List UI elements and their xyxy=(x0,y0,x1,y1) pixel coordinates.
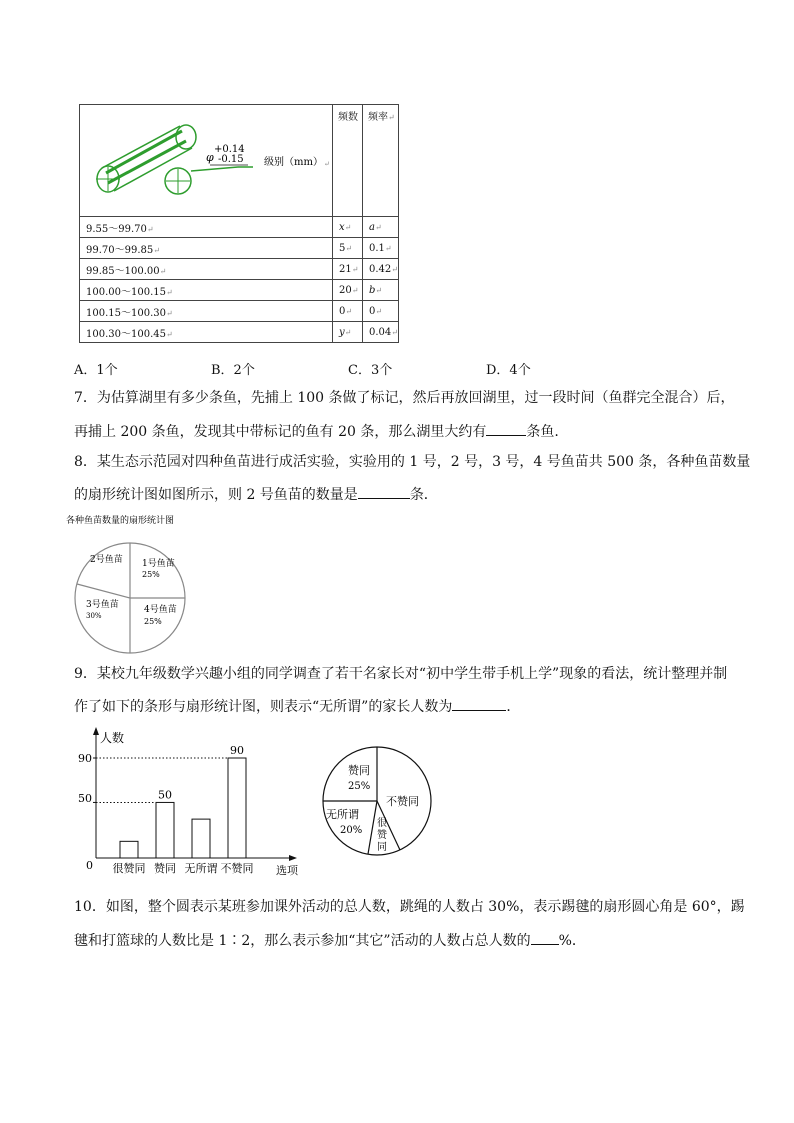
x-axis-arrow xyxy=(289,855,297,861)
frequency-table xyxy=(79,104,399,343)
pie2-pct-indifferent: 20% xyxy=(340,825,363,836)
pie1-label-4: 4号鱼苗 xyxy=(144,605,177,615)
header-cell-freq: 频率↵ xyxy=(363,105,399,217)
table-header-row xyxy=(80,105,399,217)
pie1-title: 各种鱼苗数量的扇形统计图 xyxy=(66,516,175,526)
table-row: 9.55～99.70↵ x↵ a↵ xyxy=(80,217,399,238)
return-mark: ↵ xyxy=(324,160,330,168)
table-row: 100.15～100.30↵ 0↵ 0↵ xyxy=(80,301,399,322)
y-tick-50: 50 xyxy=(78,792,92,805)
pie1-label-1: 1号鱼苗 xyxy=(142,559,175,569)
q7-line2: 再捕上 200 条鱼，发现其中带标记的鱼有 20 条，那么湖里大约有 条鱼. xyxy=(74,424,559,440)
q10-line2: 毽和打篮球的人数比是 1∶2，那么表示参加“其它”活动的人数占总人数的 %． xyxy=(74,933,586,949)
y-tick-0: 0 xyxy=(86,859,93,872)
option-a: A．1个 xyxy=(74,363,118,378)
x-tick-label: 很赞同 xyxy=(112,862,146,875)
q9-line2: 作了如下的条形与扇形统计图，则表示“无所谓”的家长人数为 ． xyxy=(74,699,521,715)
pie2-label-disagree: 不赞同 xyxy=(386,795,419,808)
pie2-label-agree: 赞同 xyxy=(348,764,370,777)
q10-line1: 10．如图，整个圆表示某班参加课外活动的总人数，跳绳的人数占 30%，表示踢毽的扇形圆心角是 60°，踢 xyxy=(74,899,745,915)
option-d: D．4个 xyxy=(486,363,531,378)
tolerance-upper: +0.14 xyxy=(214,144,245,155)
q8-line1: 8．某生态示范园对四种鱼苗进行成活实验，实验用的 1 号，2 号，3 号，4 号鱼苗共 500 条，各种鱼苗数量 xyxy=(74,454,751,470)
level-label: 级别（mm） xyxy=(264,157,323,168)
option-c: C．3个 xyxy=(348,363,393,378)
bar-2 xyxy=(156,802,174,858)
bar-value-label: 90 xyxy=(230,744,244,757)
tolerance-lower: -0.15 xyxy=(218,154,244,165)
x-tick-label: 赞同 xyxy=(154,862,176,875)
y-tick-90: 90 xyxy=(78,752,92,765)
option-b: B．2个 xyxy=(211,363,255,378)
x-tick-label: 无所谓 xyxy=(184,862,218,875)
q7-answer-blank[interactable] xyxy=(486,423,526,436)
pie1-pct-3: 30% xyxy=(86,612,102,620)
bar-value-label: 50 xyxy=(158,788,172,802)
table-row: 99.70～99.85↵ 5↵ 0.1↵ xyxy=(80,238,399,259)
q9-answer-blank[interactable] xyxy=(452,698,506,711)
bar-1 xyxy=(120,841,138,858)
table-row: 99.85～100.00↵ 21↵ 0.42↵ xyxy=(80,259,399,280)
q7-line1: 7．为估算湖里有多少条鱼，先捕上 100 条做了标记，然后再放回湖里，过一段时间（鱼群完全混合）后， xyxy=(74,390,735,406)
pie1-pct-4: 25% xyxy=(144,617,162,626)
pie1-label-3: 3号鱼苗 xyxy=(86,600,119,610)
pie2-pct-agree: 25% xyxy=(348,781,371,792)
pie1-pct-1: 25% xyxy=(142,570,160,579)
bar-xlabel: 选项 xyxy=(276,864,298,877)
q9-line1: 9．某校九年级数学兴趣小组的同学调查了若干名家长对“初中学生带手机上学”现象的看法，统计整理并制 xyxy=(74,666,728,682)
bar-ylabel: 人数 xyxy=(100,731,125,745)
q8-answer-blank[interactable] xyxy=(358,486,410,499)
fish-pie-chart xyxy=(66,510,206,654)
header-cell-level xyxy=(80,105,333,217)
phi-symbol: φ xyxy=(206,151,214,164)
pie2-label-strongly-agree: 很赞同 xyxy=(377,818,387,853)
bar-4 xyxy=(228,758,246,858)
pie1-label-2: 2号鱼苗 xyxy=(90,555,123,565)
attitude-pie-chart xyxy=(320,744,440,864)
attitude-bar-chart xyxy=(76,724,316,882)
table-row: 100.00～100.15↵ 20↵ b↵ xyxy=(80,280,399,301)
y-axis-arrow xyxy=(93,727,99,735)
pie2-label-indifferent: 无所谓 xyxy=(326,808,359,821)
bar-3 xyxy=(192,819,210,858)
table-row: 100.30～100.45↵ y↵ 0.04↵ xyxy=(80,322,399,343)
q10-answer-blank[interactable] xyxy=(531,932,559,945)
q8-line2: 的扇形统计图如图所示，则 2 号鱼苗的数量是 条． xyxy=(74,487,438,503)
x-tick-label: 不赞同 xyxy=(220,862,254,875)
header-cell-count: 频数 xyxy=(333,105,363,217)
pipe-illustration xyxy=(88,109,328,209)
